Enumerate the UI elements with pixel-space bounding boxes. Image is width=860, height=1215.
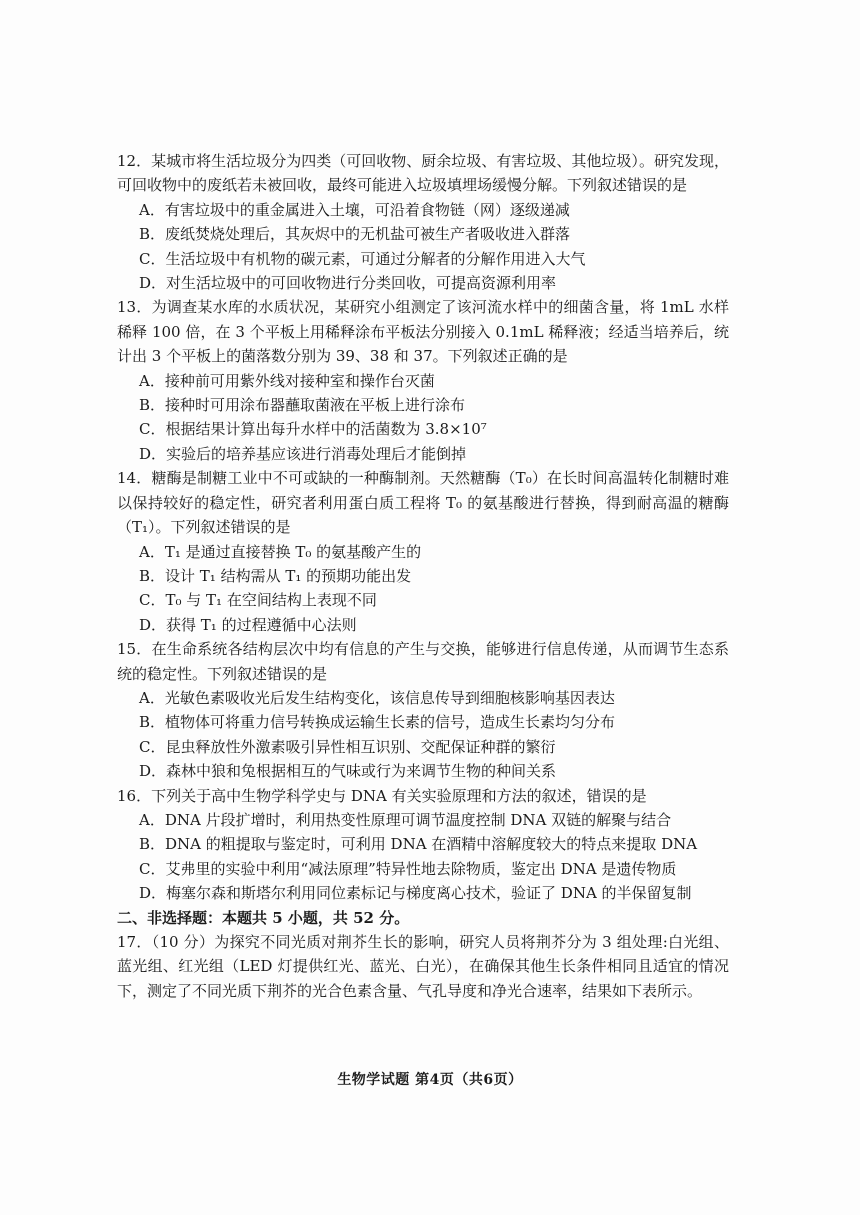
option-c: C．根据结果计算出每升水样中的活菌数为 3.8×10⁷	[139, 420, 487, 439]
question-stem: 13．为调查某水库的水质状况，某研究小组测定了该河流水样中的细菌含量，将 1mL 水样稀释 100 倍，在 3 个平板上用稀释涂布平板法分别接入 0.1mL 稀释液；经适当培养后，统计出 3 个平板上的菌落数分别为 39、38 和 37。下列叙述正确的是	[117, 298, 729, 366]
question-stem: 14．糖酶是制糖工业中不可或缺的一种酶制剂。天然糖酶（T₀）在长时间高温转化制糖时难以保持较好的稳定性，研究者利用蛋白质工程将 T₀ 的氨基酸进行替换，得到耐高温的糖酶（T₁）。下列叙述错误的是	[117, 469, 729, 537]
option-c: C．T₀ 与 T₁ 在空间结构上表现不同	[139, 591, 377, 610]
question-14	[117, 466, 729, 637]
question-12	[117, 149, 729, 295]
section-heading: 二、非选择题：本题共 5 小题，共 52 分。	[117, 908, 410, 927]
option-a: A．接种前可用紫外线对接种室和操作台灭菌	[139, 371, 435, 390]
option-b: B．接种时可用涂布器蘸取菌液在平板上进行涂布	[139, 396, 466, 415]
question-15	[117, 637, 729, 783]
option-b: B．设计 T₁ 结构需从 T₁ 的预期功能出发	[139, 566, 412, 585]
question-stem: 15．在生命系统各结构层次中均有信息的产生与交换，能够进行信息传递，从而调节生态系统的稳定性。下列叙述错误的是	[117, 640, 729, 683]
option-a: A．T₁ 是通过直接替换 T₀ 的氨基酸产生的	[139, 542, 422, 561]
question-16	[117, 784, 729, 906]
option-c: C．生活垃圾中有机物的碳元素，可通过分解者的分解作用进入大气	[139, 249, 586, 268]
page-content	[117, 149, 729, 1003]
question-stem: 16．下列关于高中生物学科学史与 DNA 有关实验原理和方法的叙述，错误的是	[117, 786, 647, 805]
option-d: D．获得 T₁ 的过程遵循中心法则	[139, 615, 357, 634]
option-c: C．艾弗里的实验中利用“减法原理”特异性地去除物质，鉴定出 DNA 是遗传物质	[139, 859, 677, 878]
option-d: D．梅塞尔森和斯塔尔利用同位素标记与梯度离心技术，验证了 DNA 的半保留复制	[139, 884, 692, 903]
option-d: D．对生活垃圾中的可回收物进行分类回收，可提高资源利用率	[139, 274, 557, 293]
page-footer: 生物学试题 第4页（共6页）	[337, 1072, 523, 1088]
question-13	[117, 295, 729, 466]
option-c: C．昆虫释放性外激素吸引异性相互识别、交配保证种群的繁衍	[139, 737, 556, 756]
question-stem: 12．某城市将生活垃圾分为四类（可回收物、厨余垃圾、有害垃圾、其他垃圾）。研究发现，可回收物中的废纸若未被回收，最终可能进入垃圾填埋场缓慢分解。下列叙述错误的是	[117, 152, 729, 195]
option-b: B．植物体可将重力信号转换成运输生长素的信号，造成生长素均匀分布	[139, 713, 616, 732]
option-b: B．DNA 的粗提取与鉴定时，可利用 DNA 在酒精中溶解度较大的特点来提取 DNA	[139, 835, 698, 854]
option-a: A．光敏色素吸收光后发生结构变化，该信息传导到细胞核影响基因表达	[139, 688, 615, 707]
option-b: B．废纸焚烧处理后，其灰烬中的无机盐可被生产者吸收进入群落	[139, 225, 571, 244]
question-17-stem: 17．（10 分）为探究不同光质对荆芥生长的影响，研究人员将荆芥分为 3 组处理:白光组、蓝光组、红光组（LED 灯提供红光、蓝光、白光），在确保其他生长条件相同且适宜的情况下，测定了不同光质下荆芥的光合色素含量、气孔导度和净光合速率，结果如下表所示。	[117, 933, 729, 1000]
option-d: D．实验后的培养基应该进行消毒处理后才能倒掉	[139, 444, 467, 463]
option-a: A．DNA 片段扩增时，利用热变性原理可调节温度控制 DNA 双链的解聚与结合	[139, 810, 672, 829]
option-a: A．有害垃圾中的重金属进入土壤，可沿着食物链（网）逐级递减	[139, 200, 570, 219]
option-d: D．森林中狼和兔根据相互的气味或行为来调节生物的种间关系	[139, 762, 557, 781]
